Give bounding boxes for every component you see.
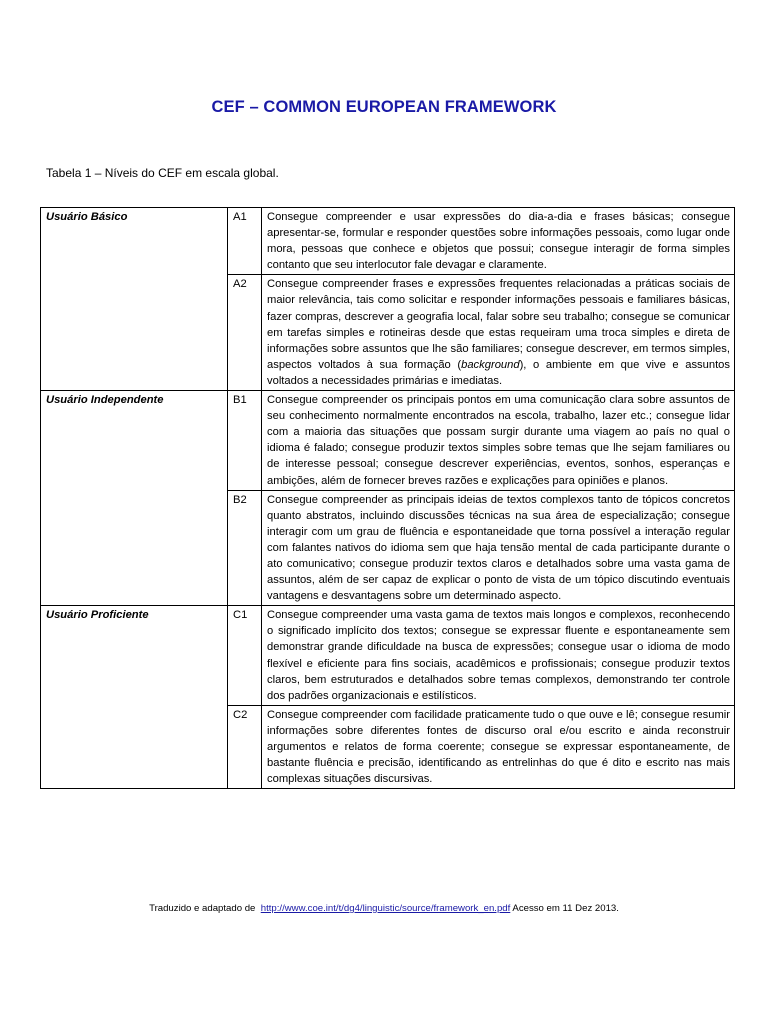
table-row <box>41 606 735 706</box>
level-description-c1: Consegue compreender uma vasta gama de textos mais longos e complexos, reconhecendo o significado implícito dos textos; consegue se expressar fluente e espontaneamente sem demonstrar grande dificuldade na busca de expressões; consegue usar o idioma de modo flexível e eficiente para fins sociais, acadêmicos e profissionais; consegue produzir textos claros, bem estruturados e detalhados sobre temas complexos, demonstrando ter controle dos padrões organizacionais e estilísticos. <box>262 606 735 706</box>
user-group-basic-continuation <box>41 275 228 391</box>
description-text: ), o ambiente em que vive e assuntos voltados a necessidades primárias e imediatas. <box>267 358 730 387</box>
user-group-proficient-continuation <box>41 705 228 788</box>
level-description-c2: Consegue compreender com facilidade praticamente tudo o que ouve e lê; consegue resumir informações sobre diferentes fontes de discurso oral e/ou escrito e ainda reconstruir argumentos e relatos de forma coerente; consegue se expressar espontaneamente, de bastante fluência e precisão, identificando as entrelinhas do que é dito e escrito nas mais complexas situações discursivas. <box>262 705 735 788</box>
user-group-proficient: Usuário Proficiente <box>41 606 228 706</box>
level-code-a1: A1 <box>228 208 262 275</box>
source-link[interactable]: http://www.coe.int/t/dg4/linguistic/source/framework_en.pdf <box>260 903 511 914</box>
table-row <box>41 705 735 788</box>
table-row <box>41 275 735 391</box>
user-group-independent-continuation <box>41 490 228 606</box>
level-code-c2: C2 <box>228 705 262 788</box>
table-caption: Tabela 1 – Níveis do CEF em escala global. <box>46 166 279 180</box>
source-prefix: Traduzido e adaptado de <box>149 903 256 914</box>
table-row <box>41 391 735 491</box>
cef-levels-table <box>40 207 735 789</box>
level-description-a2 <box>262 275 735 391</box>
level-code-a2: A2 <box>228 275 262 391</box>
level-code-b2: B2 <box>228 490 262 606</box>
level-description-a1: Consegue compreender e usar expressões do dia-a-dia e frases básicas; consegue apresentar-se, formular e responder questões sobre informações pessoais, como lugar onde mora, pessoas que conhece e objetos que possui; consegue interagir de forma simples contanto que seu interlocutor fale devagar e claramente. <box>262 208 735 275</box>
source-note <box>0 903 768 914</box>
user-group-basic: Usuário Básico <box>41 208 228 275</box>
table-row <box>41 490 735 606</box>
table-row <box>41 208 735 275</box>
document-title: CEF – COMMON EUROPEAN FRAMEWORK <box>211 98 557 116</box>
level-code-c1: C1 <box>228 606 262 706</box>
level-description-b2: Consegue compreender as principais ideias de textos complexos tanto de tópicos concretos quanto abstratos, incluindo discussões técnicas na sua área de especialização; consegue interagir com um grau de fluência e espontaneidade que torna possível a interação regular com falantes nativos do idioma sem que haja tensão mental de cada participante durante o ato comunicativo; consegue produzir textos claros e detalhados sobre uma vasta gama de assuntos, além de ser capaz de explicar o ponto de vista de um tópico discutindo eventuais vantagens e desvantagens sobre um determinado aspecto. <box>262 490 735 606</box>
source-suffix: Acesso em 11 Dez 2013. <box>510 903 619 914</box>
description-emphasis: background <box>461 358 520 371</box>
description-text: Consegue compreender frases e expressões frequentes relacionadas a práticas sociais de maior relevância, tais como solicitar e responder informações pessoais e familiares básicas, fazer compras, descrever a geografia local, falar sobre seu trabalho; consegue se comunicar em tarefas simples e rotineiras desde que estas requeiram uma troca simples e direta de informações sobre assuntos que lhe são familiares; consegue descrever, em termos simples, aspectos voltados à sua formação ( <box>267 278 730 371</box>
level-code-b1: B1 <box>228 391 262 491</box>
level-description-b1: Consegue compreender os principais pontos em uma comunicação clara sobre assuntos de seu conhecimento normalmente encontrados na escola, trabalho, lazer etc.; consegue lidar com a maioria das situações que possam surgir durante uma viagem ao país no qual o idioma é falado; consegue produzir textos simples sobre temas que lhe sejam familiares ou de interesse pessoal; consegue descrever experiências, eventos, sonhos, esperanças e ambições, além de fornecer breves razões e explicações para opiniões e planos. <box>262 391 735 491</box>
user-group-independent: Usuário Independente <box>41 391 228 491</box>
